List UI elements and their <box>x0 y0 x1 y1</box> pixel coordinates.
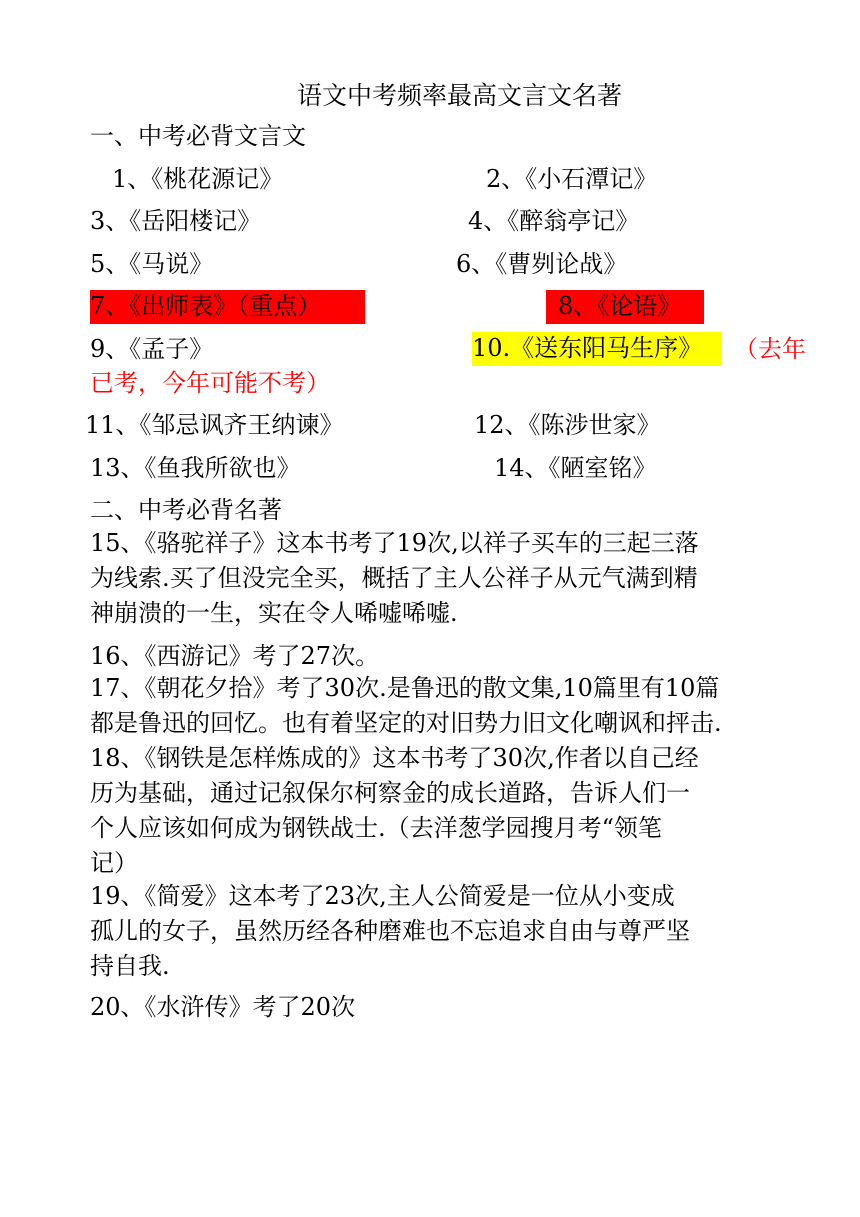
list-item: 12、《陈涉世家》 <box>474 411 661 439</box>
list-item-highlighted: 8、《论语》 <box>546 290 704 324</box>
paragraph-15 <box>90 526 699 631</box>
text-line: 19、《简爱》这本考了23次,主人公简爱是一位从小变成 <box>90 882 675 910</box>
text-line: 记） <box>90 849 138 877</box>
text-line: 个人应该如何成为钢铁战士.（去洋葱学园搜月考“领笔 <box>90 814 662 842</box>
paragraph-20 <box>90 990 355 1025</box>
list-item: 14、《陋室铭》 <box>494 454 657 482</box>
paragraph-17 <box>90 671 722 741</box>
text-line: 都是鲁迅的回忆。也有着坚定的对旧势力旧文化嘲讽和抨击. <box>90 709 722 737</box>
list-item: 2、《小石潭记》 <box>486 165 658 193</box>
paragraph-18 <box>90 741 699 881</box>
section2-heading: 二、中考必背名著 <box>90 496 282 524</box>
text-line: 16、《西游记》考了27次。 <box>90 642 380 670</box>
text-line: 孤儿的女子，虽然历经各种磨难也不忘追求自由与尊严坚 <box>90 917 690 945</box>
page-title: 语文中考频率最高文言文名著 <box>297 81 623 110</box>
text-line: 20、《水浒传》考了20次 <box>90 993 356 1021</box>
text-line: 持自我. <box>90 952 170 980</box>
text-line: 神崩溃的一生，实在令人唏嘘唏嘘. <box>90 599 458 627</box>
text-line: 18、《钢铁是怎样炼成的》这本书考了30次,作者以自己经 <box>90 744 699 772</box>
list-item-highlighted: 10.《送东阳马生序》 <box>472 332 722 366</box>
list-item: 13、《鱼我所欲也》 <box>90 454 301 482</box>
item10-note-continued: 已考，今年可能不考） <box>90 369 330 397</box>
text-line: 为线索.买了但没完全买，概括了主人公祥子从元气满到精 <box>90 564 698 592</box>
text-line: 15、《骆驼祥子》这本书考了19次,以祥子买车的三起三落 <box>90 529 699 557</box>
text-line: 历为基础，通过记叙保尔柯察金的成长道路，告诉人们一 <box>90 779 690 807</box>
item10-note: （去年 <box>734 335 806 363</box>
list-item: 9、《孟子》 <box>90 335 214 363</box>
list-item: 3、《岳阳楼记》 <box>90 207 262 235</box>
list-item: 1、《桃花源记》 <box>112 165 284 193</box>
list-item: 5、《马说》 <box>90 250 214 278</box>
text-line: 17、《朝花夕拾》考了30次.是鲁迅的散文集,10篇里有10篇 <box>90 674 720 702</box>
list-item-highlighted: 7、《出师表》（重点） <box>90 290 365 324</box>
list-item: 4、《醉翁亭记》 <box>468 207 640 235</box>
section1-heading: 一、中考必背文言文 <box>90 122 306 150</box>
list-item: 11、《邹忌讽齐王纳谏》 <box>85 411 344 439</box>
paragraph-16 <box>90 639 379 674</box>
list-item: 6、《曹刿论战》 <box>456 250 628 278</box>
paragraph-19 <box>90 879 690 984</box>
